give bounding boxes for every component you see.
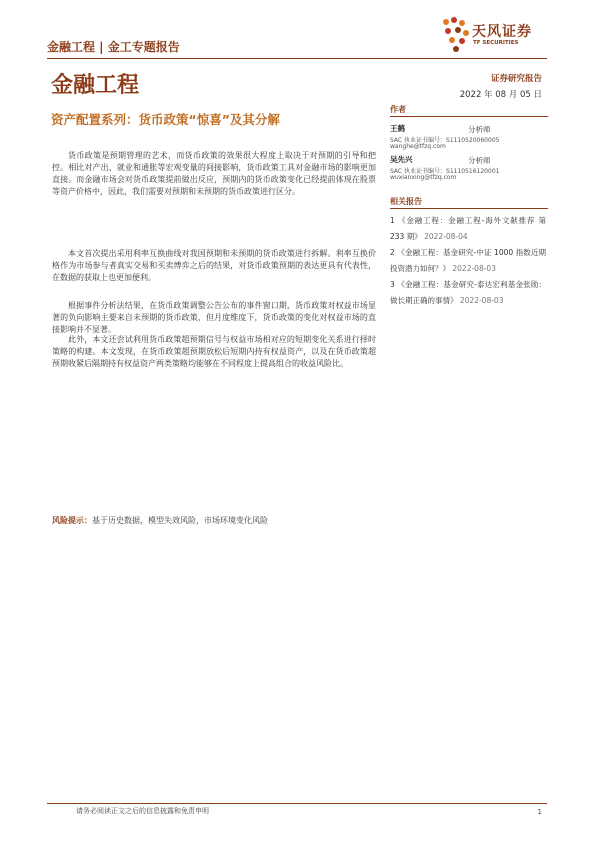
author-sac: SAC 执业证书编号：S1110520060005 [390, 137, 500, 144]
footer-divider [47, 803, 547, 804]
header-divider [47, 58, 547, 59]
risk-warning [52, 515, 268, 526]
report-series-title: 金融工程 | 金工专题报告 [47, 40, 180, 54]
risk-label: 风险提示： [52, 516, 92, 525]
related-report-date: 2022-08-03 [459, 296, 504, 305]
page-number: 1 [537, 808, 542, 816]
author-email[interactable]: wuxianxing@tfzq.com [390, 174, 457, 181]
related-reports-heading: 相关报告 [390, 197, 422, 206]
related-report-item[interactable] [390, 213, 546, 245]
logo-name-cn: 天风证券 [472, 24, 532, 40]
author-role: 分析师 [468, 125, 491, 134]
report-subtitle: 资产配置系列：货币政策“惊喜”及其分解 [51, 112, 280, 127]
document-type: 证券研究报告 [490, 74, 542, 84]
author-email[interactable]: wanghe@tfzq.com [390, 143, 446, 150]
page-title: 金融工程 [51, 73, 140, 98]
summary-paragraph-1: 货币政策是预期管理的艺术，而货币政策的效果很大程度上取决于对预期的引导和把控。相比对产出、就业和通胀等宏观变量的间接影响，货币政策工具对金融市场的影响更加直接。而金融市场会对货币政策提前做出反应，预期内的货币政策变化已经提前体现在股票等资产价格中，因此，我们需要对预期和未预期的货币政策进行区分。 [52, 151, 376, 196]
related-report-title[interactable]: 1 《金融工程：金融工程-海外文献推荐 第 233 期》 [390, 216, 546, 241]
report-date: 2022 年 08 月 05 日 [459, 90, 542, 100]
footer-disclaimer: 请务必阅读正文之后的信息披露和免责申明 [76, 807, 209, 815]
related-report-date: 2022-08-03 [452, 264, 496, 273]
related-report-item[interactable] [390, 245, 546, 277]
author-name: 王鹤 [390, 124, 405, 133]
related-report-item[interactable] [390, 277, 546, 309]
summary-paragraph-3: 根据事件分析法结果，在货币政策调整公告公布的事件窗口期，货币政策对权益市场显著的负向影响主要来自未预期的货币政策，但月度维度下，货币政策的变化对权益市场的直接影响并不显著。 [52, 301, 376, 334]
related-report-title[interactable]: 2 《金融工程：基金研究-中证 1000 指数近期投资潜力如何？》 [390, 248, 546, 273]
author-name: 吴先兴 [390, 155, 413, 164]
author-sac: SAC 执业证书编号：S1110516120001 [390, 168, 500, 175]
related-report-date: 2022-08-04 [424, 232, 468, 241]
author-role: 分析师 [468, 156, 491, 165]
logo-name-en: TF SECURITIES [473, 40, 519, 46]
authors-heading: 作者 [390, 105, 406, 114]
related-report-title[interactable]: 3 《金融工程：基金研究-泰达宏利基金张勋：做长期正确的事情》 [390, 280, 546, 305]
summary-paragraph-2: 本文首次提出采用利率互换曲线对我国预期和未预期的货币政策进行拆解。利率互换价格作为市场参与者真实交易和买卖博弈之后的结果，对货币政策预期的表达更具有代表性，在数据的获取上也更加便利。 [52, 249, 376, 282]
authors-divider [390, 116, 548, 117]
risk-text: 基于历史数据，模型失效风险，市场环境变化风险 [92, 516, 268, 525]
related-divider [390, 208, 548, 209]
summary-paragraph-4: 此外，本文还尝试利用货币政策超预期信号与权益市场相对应的短期变化关系进行择时策略的构建。本文发现，在货币政策超预期放松后短期内持有权益资产，以及在货币政策超预期收紧后隔期持有权益资产两类策略均能够在不同程度上提高组合的收益风险比。 [52, 335, 376, 368]
